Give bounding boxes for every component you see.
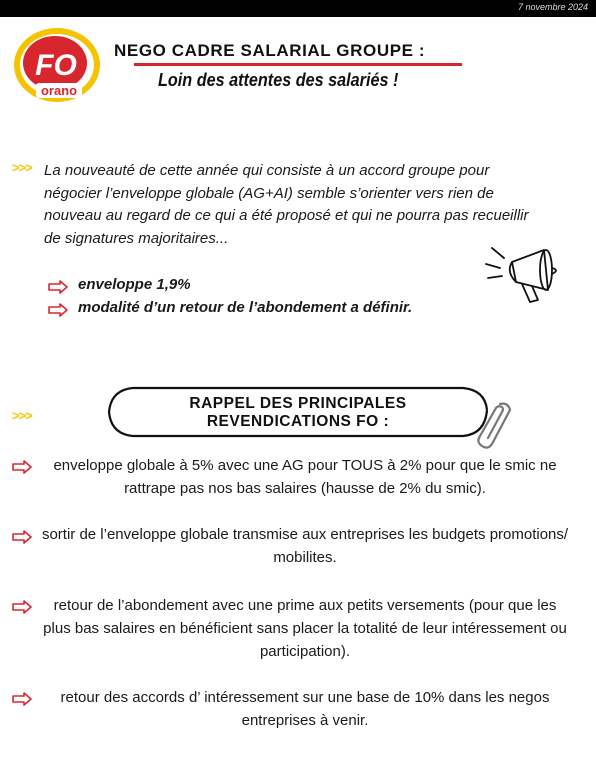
point-envelope: enveloppe 1,9%	[78, 276, 191, 293]
chevrons-icon: >>>	[12, 408, 32, 423]
point-abondement: modalité d’un retour de l’abondement a définir.	[78, 299, 413, 316]
page-title: NEGO CADRE SALARIAL GROUPE :	[114, 41, 426, 60]
rappel-heading-line1: RAPPEL DES PRINCIPALES	[189, 395, 407, 412]
megaphone-icon	[482, 240, 574, 310]
logo-fo-text: FO	[35, 49, 77, 82]
arrow-right-icon	[48, 280, 68, 294]
title-underline	[134, 63, 462, 66]
revendication-item: retour des accords d’ intéressement sur une base de 10% dans les negos entreprises à venir.	[60, 689, 550, 729]
intro-paragraph: La nouveauté de cette année qui consiste à un accord groupe pour négocier l’enveloppe globale (AG+AI) semble s’orienter vers rien de nouveau au regard de ce qui a été proposé et qui ne pourra pas recueillir de signatures majoritaires...	[44, 162, 529, 247]
arrow-right-icon	[12, 460, 32, 474]
revendication-item: sortir de l’enveloppe globale transmise aux entreprises les budgets promotions/ mobilites.	[41, 526, 569, 566]
chevrons-icon: >>>	[12, 160, 32, 175]
revendication-item: retour de l’abondement avec une prime aux petits versements (pour que les plus bas salaires en bénéficient sans placer la totalité de leur intéressement ou participation).	[43, 597, 567, 660]
revendication-item: enveloppe globale à 5% avec une AG pour TOUS à 2% pour que le smic ne rattrape pas nos bas salaires (hausse de 2% du smic).	[53, 457, 557, 497]
arrow-right-icon	[48, 303, 68, 317]
rappel-heading	[107, 395, 489, 431]
fo-orano-logo	[12, 25, 102, 105]
arrow-right-icon	[12, 530, 32, 544]
arrow-right-icon	[12, 600, 32, 614]
publication-date: 7 novembre 2024	[517, 2, 588, 12]
rappel-heading-line2: REVENDICATIONS FO :	[206, 413, 390, 430]
arrow-right-icon	[12, 692, 32, 706]
logo-orano-text: orano	[40, 83, 78, 98]
top-bar	[0, 0, 596, 17]
page-subtitle: Loin des attentes des salariés !	[158, 70, 399, 90]
paperclip-icon	[470, 400, 514, 452]
